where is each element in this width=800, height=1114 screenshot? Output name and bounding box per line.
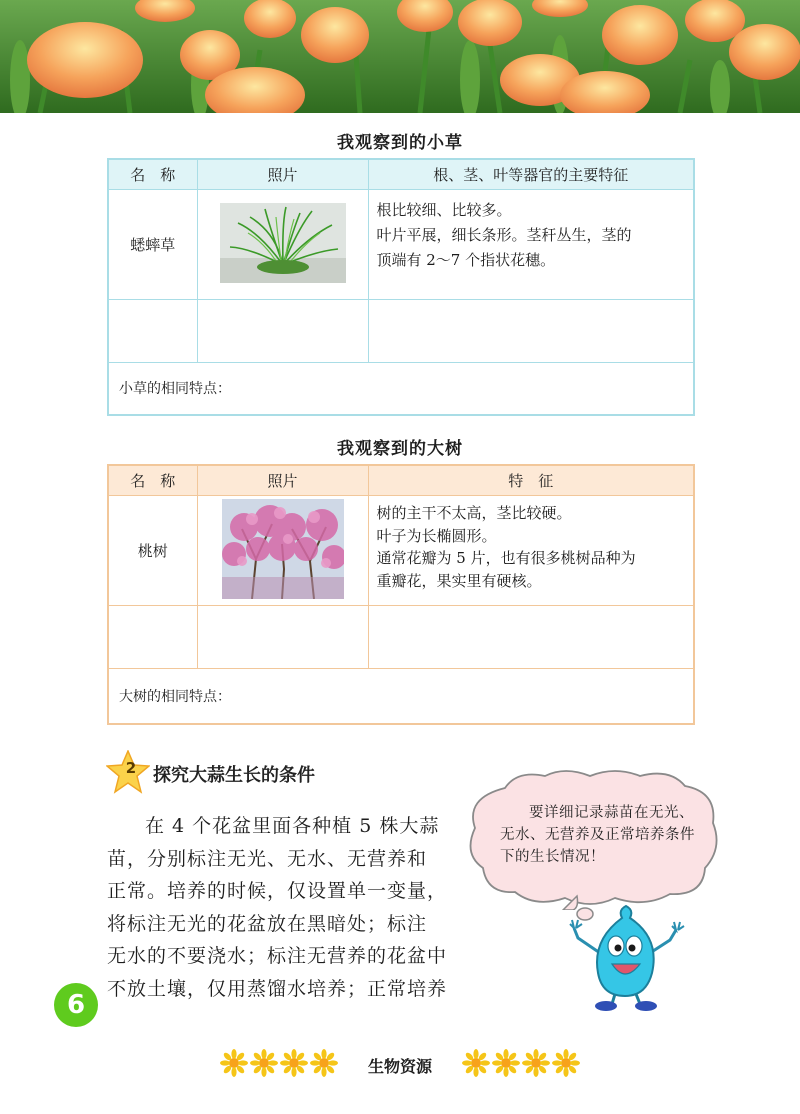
footer-flowers-left-icon <box>220 1049 340 1077</box>
plant-name: 蟋蟀草 <box>108 190 197 300</box>
feature-line: 通常花瓣为 5 片，也有很多桃树品种为 <box>376 549 636 567</box>
empty-table-row <box>108 300 694 363</box>
feature-line: 顶端有 2～7 个指状花穗。 <box>376 251 556 269</box>
header-name: 名 称 <box>108 159 197 190</box>
empty-features-cell[interactable] <box>368 300 694 363</box>
page-number: 6 <box>54 983 98 1027</box>
empty-name-cell[interactable] <box>108 300 197 363</box>
empty-features-cell[interactable] <box>368 606 694 669</box>
tree-table-title: 我观察到的大树 <box>337 439 463 459</box>
header-photo: 照片 <box>197 465 368 496</box>
header-photo: 照片 <box>197 159 368 190</box>
body-line: 在 4 个花盆里面各种植 5 株大蒜 <box>145 815 440 837</box>
bubble-text <box>500 802 710 868</box>
body-line: 将标注无光的花盆放在黑暗处；标注 <box>107 912 428 935</box>
table-header-row <box>108 465 694 496</box>
tree-observation-table <box>107 464 695 725</box>
activity-number: 2 <box>125 759 137 777</box>
table-row <box>108 496 694 606</box>
peach-tree-photo <box>220 499 346 603</box>
empty-photo-cell[interactable] <box>197 300 368 363</box>
plant-name: 桃树 <box>108 496 197 606</box>
footer-flowers-right-icon <box>462 1049 582 1077</box>
bubble-line: 要详细记录蒜苗在无光、 <box>529 805 694 821</box>
table-row <box>108 190 694 300</box>
grass-photo <box>220 203 346 287</box>
feature-line: 叶子为长椭圆形。 <box>376 526 497 545</box>
body-line: 正常。培养的时候，仅设置单一变量， <box>107 880 448 903</box>
empty-table-row <box>108 606 694 669</box>
body-line: 苗，分别标注无光、无水、无营养和 <box>107 847 428 870</box>
grass-table-title: 我观察到的小草 <box>337 133 463 153</box>
body-line: 无水的不要浇水；标注无营养的花盆中 <box>107 945 448 968</box>
water-drop-mascot <box>560 898 690 1013</box>
feature-line: 重瓣花，果实里有硬核。 <box>376 571 542 590</box>
summary-row <box>108 363 694 415</box>
body-line: 不放土壤，仅用蒸馏水培养；正常培养 <box>107 977 448 1000</box>
empty-name-cell[interactable] <box>108 606 197 669</box>
table-header-row <box>108 159 694 190</box>
grass-features <box>368 190 694 300</box>
feature-line: 叶片平展，细长条形。茎秆丛生，茎的 <box>376 226 632 244</box>
grass-summary-cell[interactable]: 小草的相同特点： <box>108 363 694 415</box>
empty-photo-cell[interactable] <box>197 606 368 669</box>
header-features: 特 征 <box>368 465 694 496</box>
tulip-banner-photo <box>0 0 800 113</box>
tree-features <box>368 496 694 606</box>
footer-label: 生物资源 <box>367 1057 432 1076</box>
grass-observation-table <box>107 158 695 416</box>
bubble-line: 无水、无营养及正常培养条件 <box>500 827 695 843</box>
tree-summary-cell[interactable]: 大树的相同特点： <box>108 669 694 724</box>
body-paragraph <box>107 810 469 1006</box>
feature-line: 树的主干不太高，茎比较硬。 <box>376 504 572 522</box>
header-name: 名 称 <box>108 465 197 496</box>
bubble-line: 下的生长情况！ <box>500 849 605 865</box>
activity-title: 探究大蒜生长的条件 <box>153 765 315 786</box>
summary-row <box>108 669 694 724</box>
header-features: 根、茎、叶等器官的主要特征 <box>368 159 694 190</box>
feature-line: 根比较细、比较多。 <box>376 201 512 219</box>
